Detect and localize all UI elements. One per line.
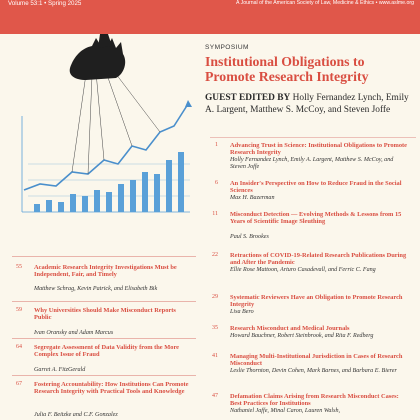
toc-title: Research Misconduct and Medical Journals: [230, 325, 350, 332]
toc-title: An Insider's Perspective on How to Reduce Fraud in the Social Sciences: [230, 180, 402, 195]
toc-authors: Garret A. FitzGerald: [34, 367, 86, 373]
toc-authors: Nathaniel Jaffe, Minal Caron, Lauren Walsh,: [230, 408, 341, 414]
toc-title: Systematic Reviewers Have an Obligation to Promote Research Integrity: [230, 294, 403, 309]
toc-authors: Max H. Bazerman: [230, 195, 275, 201]
puppet-chart-illustration: [0, 34, 196, 256]
toc-item-left[interactable]: [0, 344, 200, 384]
toc-page: 41: [212, 353, 218, 359]
toc-item-left[interactable]: [0, 264, 200, 304]
journal-tagline: A Journal of the American Society of Law, Medicine & Ethics • www.aslme.org: [236, 0, 414, 6]
toc-title: Segregate Assessment of Data Validity from the More Complex Issue of Fraud: [34, 344, 180, 359]
toc-page: 55: [16, 264, 22, 270]
toc-authors: Ellie Rose Mattoon, Arturo Casadevall, and Ferric C. Fang: [230, 267, 376, 273]
guest-editors: [205, 92, 415, 116]
toc-page: 1: [215, 142, 218, 148]
editors-names: Holly Fernandez Lynch, Emily A. Largent, Matthew S. McCoy, and Steven Joffe: [205, 93, 409, 115]
divider: [12, 375, 196, 376]
toc-page: 29: [212, 294, 218, 300]
toc-authors: Holly Fernandez Lynch, Emily A. Largent, Matthew S. McCoy, and Steven Joffe: [230, 157, 394, 171]
divider: [12, 301, 196, 302]
toc-item-right[interactable]: [196, 393, 418, 420]
toc-authors: Julia F. Beitzke and C.F. Gonzalez: [34, 412, 118, 418]
toc-authors: Leslie Thornton, Devin Cohen, Mark Barnes, and Barbara E. Bierer: [230, 368, 397, 374]
divider: [12, 338, 196, 339]
toc-page: 22: [212, 252, 218, 258]
toc-authors: Matthew Schrag, Kevin Patrick, and Elisabeth Bik: [34, 286, 158, 292]
toc-page: 35: [212, 325, 218, 331]
toc-item-left[interactable]: [0, 307, 200, 347]
toc-authors: Paul S. Brookes: [230, 234, 269, 240]
toc-item-left[interactable]: [0, 381, 200, 420]
toc-item-right[interactable]: [196, 294, 418, 316]
toc-item-right[interactable]: [196, 325, 418, 355]
toc-page: 59: [16, 307, 22, 313]
toc-item-right[interactable]: [196, 180, 418, 200]
toc-page: 11: [212, 211, 218, 217]
divider: [210, 137, 416, 138]
volume-label: Volume 53:1 • Spring 2025: [8, 0, 82, 7]
toc-page: 67: [16, 381, 22, 387]
toc-title: Defamation Claims Arising from Research Misconduct Cases: Best Practices for Institutions: [230, 393, 399, 408]
toc-authors: Ivan Oransky and Adam Marcus: [34, 330, 114, 336]
toc-item-right[interactable]: [196, 252, 418, 292]
toc-authors: Lisa Bero: [230, 309, 254, 315]
toc-item-right[interactable]: [196, 211, 418, 251]
toc-page: 64: [16, 344, 22, 350]
editors-label: GUEST EDITED BY: [205, 93, 291, 103]
toc-title: Misconduct Detection — Evolving Methods & Lessons from 15 Years of Scientific Image Sleuthing: [230, 211, 402, 226]
toc-item-right[interactable]: [196, 142, 418, 182]
toc-title: Fostering Accountability: How Institutions Can Promote Research Integrity with Practical Tools and Knowledge: [34, 381, 189, 396]
toc-title: Advancing Trust in Science: Institutional Obligations to Promote Research Integrity: [230, 142, 407, 157]
toc-title: Managing Multi-Institutional Jurisdiction in Cases of Research Misconduct: [230, 353, 403, 368]
cover-illustration: [0, 34, 196, 256]
toc-page: 47: [212, 393, 218, 399]
toc-title: Academic Research Integrity Investigations Must be Independent, Fair, and Timely: [34, 264, 177, 279]
divider: [12, 256, 196, 257]
symposium-title: Institutional Obligations to Promote Research Integrity: [205, 54, 369, 84]
toc-title: Why Universities Should Make Misconduct Reports Public: [34, 307, 176, 322]
section-label: SYMPOSIUM: [205, 44, 249, 51]
toc-title: Retractions of COVID-19-Related Research Publications During and After the Pandemic: [230, 252, 407, 267]
toc-item-right[interactable]: [196, 353, 418, 389]
toc-page: 6: [215, 180, 218, 186]
toc-authors: Howard Bauchner, Robert Steinbrook, and Rita F. Redberg: [230, 333, 374, 339]
